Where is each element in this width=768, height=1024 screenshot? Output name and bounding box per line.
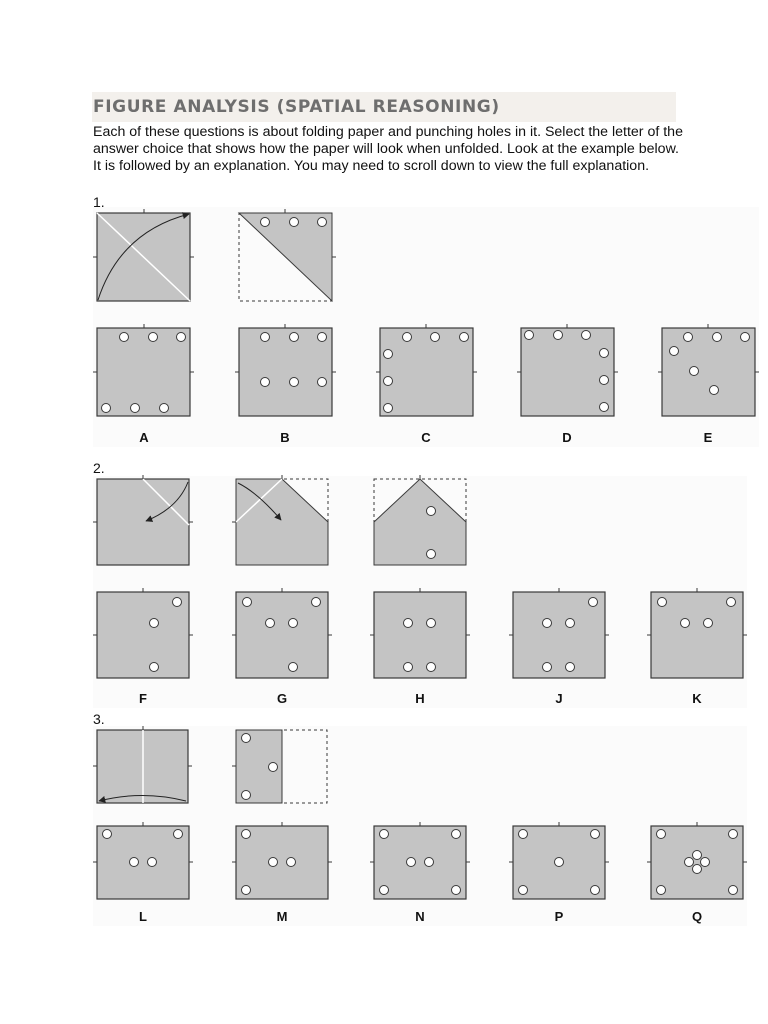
- answer-H-figure[interactable]: [370, 588, 470, 678]
- answer-label-B[interactable]: B: [280, 430, 290, 445]
- q1-fold-step-1: [93, 209, 194, 301]
- answer-label-J[interactable]: J: [555, 691, 563, 706]
- q3-fold-step-2: [232, 730, 327, 803]
- answer-label-Q[interactable]: Q: [691, 909, 703, 924]
- answer-C-figure[interactable]: [376, 324, 477, 416]
- q1-fold-step-2: [239, 209, 336, 301]
- answer-G-figure[interactable]: [232, 588, 332, 678]
- answer-label-H[interactable]: H: [415, 691, 425, 706]
- question-2-number: 2.: [93, 460, 105, 476]
- answer-label-A[interactable]: A: [139, 430, 149, 445]
- answer-Q-figure[interactable]: [647, 822, 747, 899]
- answer-K-figure[interactable]: [647, 588, 747, 678]
- answer-A-figure[interactable]: [93, 324, 194, 416]
- answer-label-C[interactable]: C: [421, 430, 431, 445]
- answer-label-G[interactable]: G: [276, 691, 288, 706]
- q2-fold-step-3: [374, 475, 466, 565]
- q2-fold-step-1: [93, 475, 193, 565]
- answer-label-N[interactable]: N: [415, 909, 425, 924]
- question-3-number: 3.: [93, 711, 105, 727]
- page-title: FIGURE ANALYSIS (SPATIAL REASONING): [93, 97, 500, 117]
- answer-P-figure[interactable]: [509, 822, 609, 899]
- answer-label-D[interactable]: D: [562, 430, 572, 445]
- answer-B-figure[interactable]: [235, 324, 336, 416]
- answer-F-figure[interactable]: [93, 588, 193, 678]
- q2-fold-step-2: [232, 475, 328, 565]
- q3-fold-step-1: [93, 726, 192, 803]
- answer-label-F[interactable]: F: [139, 691, 147, 706]
- answer-N-figure[interactable]: [370, 822, 470, 899]
- answer-label-L[interactable]: L: [139, 909, 147, 924]
- intro-text: Each of these questions is about folding paper and punching holes in it. Select the letter of the answer choice that shows how the paper will look when unfolded. Look at the example below. It is followed by an explanation. You may need to scroll down to view the full explanation.: [93, 124, 683, 174]
- answer-D-figure[interactable]: [517, 324, 618, 416]
- answer-label-K[interactable]: K: [692, 691, 702, 706]
- answer-M-figure[interactable]: [232, 822, 332, 899]
- answer-label-P[interactable]: P: [554, 909, 564, 924]
- answer-label-E[interactable]: E: [703, 430, 713, 445]
- answer-J-figure[interactable]: [509, 588, 609, 678]
- answer-label-M[interactable]: M: [276, 909, 288, 924]
- answer-L-figure[interactable]: [93, 822, 193, 899]
- question-1-number: 1.: [93, 194, 105, 210]
- answer-E-figure[interactable]: [658, 324, 759, 416]
